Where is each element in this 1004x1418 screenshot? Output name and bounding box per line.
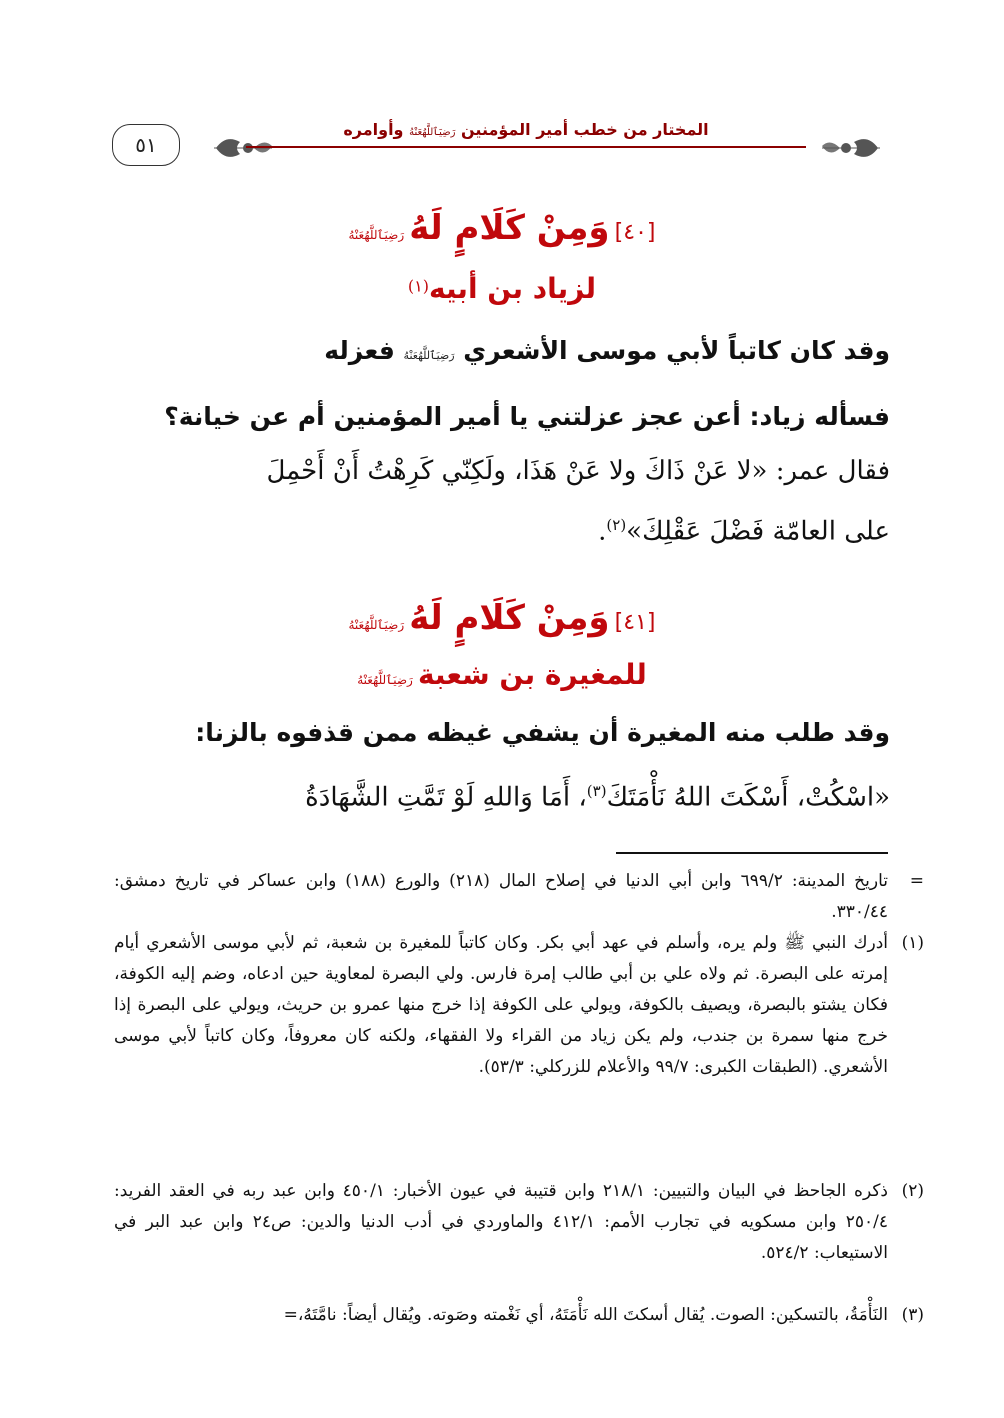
section-41-line-2-start: «اسْكُتْ، أَسْكَتَ اللهُ نَأْمَتَكَ xyxy=(606,782,890,813)
footnote-mark: (٣) xyxy=(901,1305,924,1325)
footnote-text: النَأْمَةُ، بالتسكين: الصوت. يُقال أسكتَ الله نَأْمَتَهُ، أي نَغْمته وصَوته. ويُقال أيضاً: نامَّتَهُ،= xyxy=(283,1305,888,1325)
section-40-number: [٤٠] xyxy=(614,220,656,245)
section-40-line-4-text: على العامّة فَضْلَ عَقْلِكَ» xyxy=(626,516,890,547)
section-41-subtitle-text: للمغيرة بن شعبة xyxy=(417,658,647,691)
footnote-ref-3: (٣) xyxy=(586,782,607,800)
footnote-continuation xyxy=(114,866,924,928)
section-40-line-1 xyxy=(114,336,890,365)
right-ornament-icon xyxy=(820,128,882,168)
footnote-text: تاريخ المدينة: ٦٩٩/٢ وابن أبي الدنيا في إصلاح المال (٢١٨) والورع (١٨٨) وابن عساكر في تاريخ دمشق: ٣٣٠/٤٤. xyxy=(114,871,888,922)
section-41-honorific: رَضِيَٱللَّهُعَنْهُ xyxy=(348,618,405,632)
footnote-text: أدرك النبي ﷺ ولم يره، وأسلم في عهد أبي بكر. وكان كاتباً للمغيرة بن شعبة، ثم لأبي موسى الأشعري أيام إمرته على البصرة. ثم ولاه علي بن أبي طالب إمرة فارس. ولي البصرة لمعاوية حين ادعاه، وضم إليه الكوفة، فكان يشتو بالبصرة، ويصيف بالكوفة، ويولي على الكوفة إذا خرج منها عمرو بن حريث، ويولي على البصرة إذا خرج منها سمرة بن جندب، ولم يكن زياد من القراء ولا الفقهاء، ولكنه كان معروفاً، وكان كاتباً لأبي موسى الأشعري. (الطبقات الكبرى: ٩٩/٧ والأعلام للزركلي: ٥٣/٣). xyxy=(114,933,888,1077)
section-41-number: [٤١] xyxy=(614,610,656,635)
section-40-line-4 xyxy=(114,516,890,547)
section-41-subtitle xyxy=(0,658,1004,691)
section-40-line-1-end: فعزله xyxy=(324,336,395,365)
section-40-line-1-text: وقد كان كاتباً لأبي موسى الأشعري xyxy=(463,336,890,365)
page-number: ٥١ xyxy=(112,124,180,166)
section-40-line-2: فسأله زياد: أعن عجز عزلتني يا أمير المؤمنين أم عن خيانة؟ xyxy=(164,402,890,431)
section-40-line-4-end: . xyxy=(598,516,607,547)
running-title-end: وأوامره xyxy=(343,120,404,139)
running-title-text: المختار من خطب أمير المؤمنين xyxy=(461,120,709,139)
footnote-separator xyxy=(616,852,888,854)
section-41-line-1: وقد طلب منه المغيرة أن يشفي غيظه ممن قذفوه بالزنا: xyxy=(195,718,890,747)
section-41-subtitle-honorific: رَضِيَٱللَّهُعَنْهُ xyxy=(357,673,413,687)
footnote-ref-1: (١) xyxy=(407,276,430,296)
section-40-honorific: رَضِيَٱللَّهُعَنْهُ xyxy=(348,228,405,242)
footnote-text: ذكره الجاحظ في البيان والتبيين: ٢١٨/١ وابن قتيبة في عيون الأخبار: ٤٥٠/١ وابن عبد ربه في العقد الفريد: ٢٥٠/٤ وابن مسكويه في تجارب الأمم: ٤١٢/١ والماوردي في أدب الدنيا والدين: ص٢٤ وابن عبد البر في الاستيعاب: ٥٢٤/٢. xyxy=(114,1181,889,1263)
footnote-mark: = xyxy=(909,871,924,891)
section-41-line-2 xyxy=(114,782,890,813)
footnote-1 xyxy=(114,928,924,1083)
section-41-title: وَمِنْ كَلَامٍ لَهُ xyxy=(409,598,610,638)
header-rule xyxy=(246,146,806,148)
running-title xyxy=(246,120,806,139)
section-40-title: وَمِنْ كَلَامٍ لَهُ xyxy=(409,208,610,248)
page-header xyxy=(112,108,892,180)
section-40-subtitle xyxy=(0,272,1004,305)
section-40-heading xyxy=(0,208,1004,248)
footnote-mark: (١) xyxy=(901,933,924,953)
footnote-3 xyxy=(114,1300,924,1331)
section-40-line-1-honorific: رَضِيَٱللَّهُعَنْهُ xyxy=(403,349,455,362)
section-41-heading xyxy=(0,598,1004,638)
footnote-2 xyxy=(114,1176,924,1269)
section-40-line-3: فقال عمر: «لا عَنْ ذَاكَ ولا عَنْ هَذَا، ولَكِنّي كَرِهْتُ أَنْ أَحْمِلَ xyxy=(266,456,890,486)
running-title-honorific: رَضِيَٱللَّهُعَنْهُ xyxy=(409,127,456,138)
footnote-mark: (٢) xyxy=(901,1181,924,1201)
footnote-ref-2: (٢) xyxy=(606,516,627,534)
section-41-line-2-end: ، أَمَا وَاللهِ لَوْ تَمَّتِ الشَّهَادَةُ xyxy=(305,782,587,813)
section-40-subtitle-text: لزياد بن أبيه xyxy=(429,272,597,305)
